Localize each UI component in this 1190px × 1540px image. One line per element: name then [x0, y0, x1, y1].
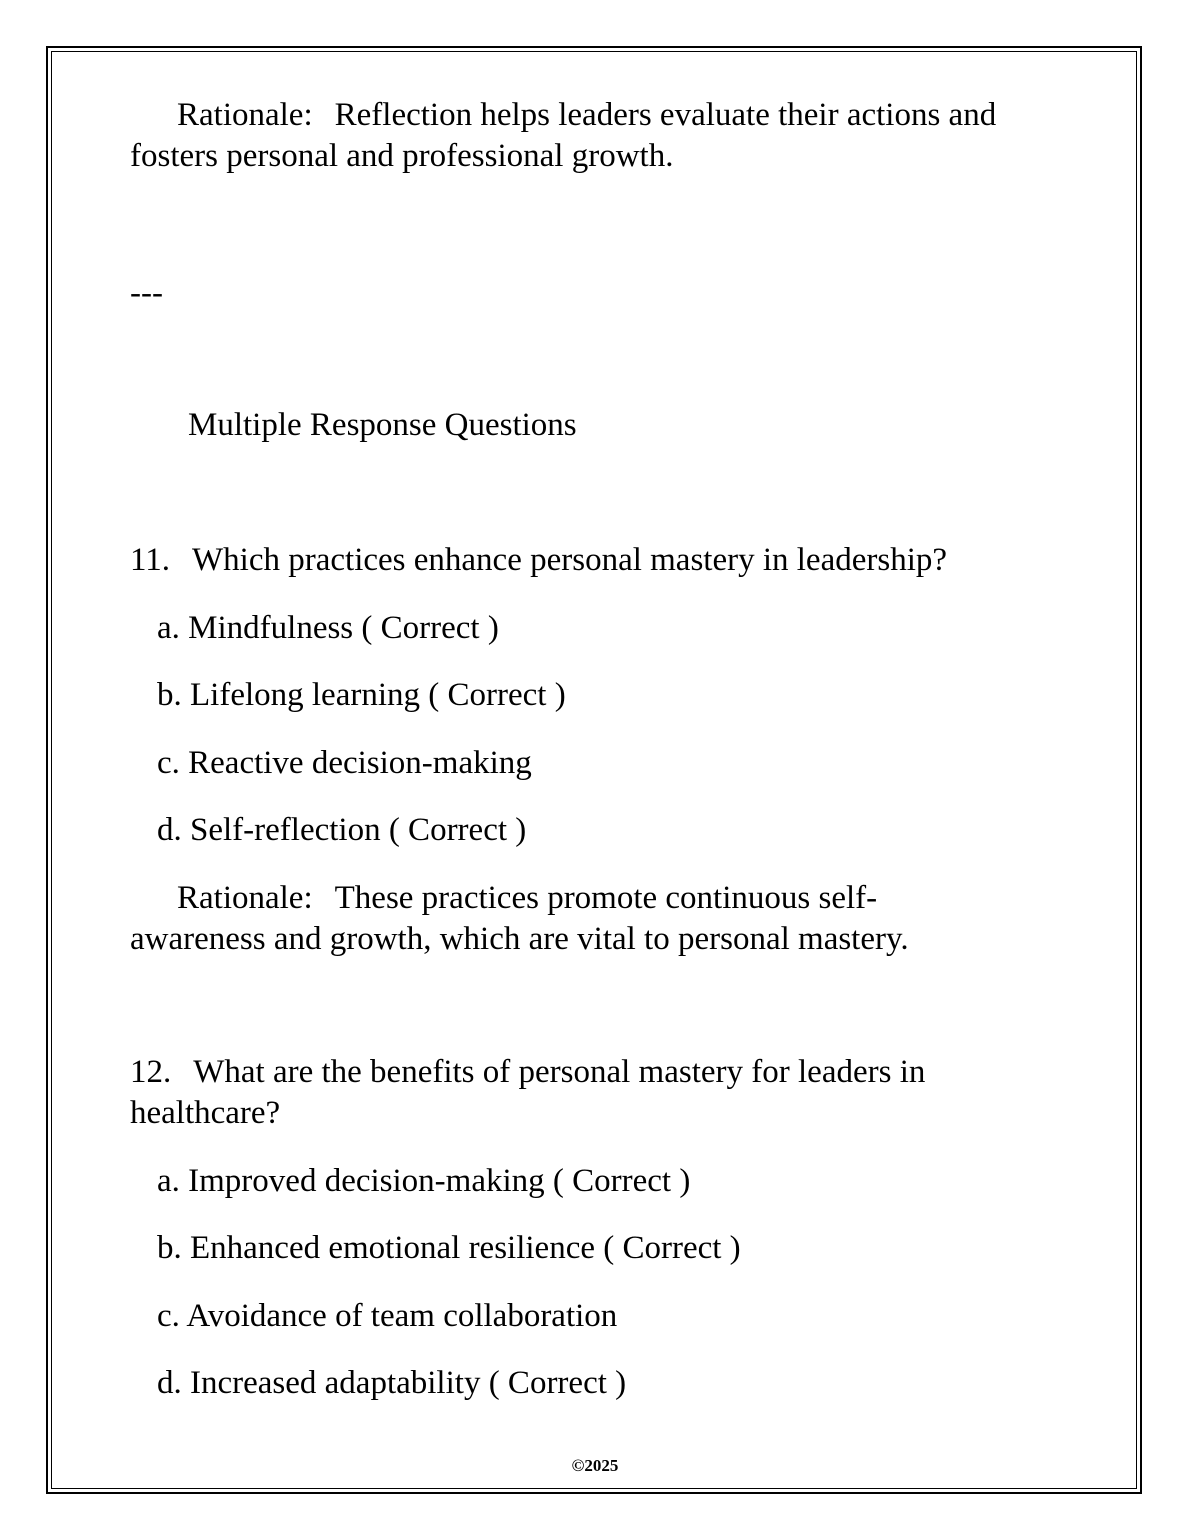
separator: --- [130, 275, 163, 311]
section-heading: Multiple Response Questions [188, 407, 577, 443]
q12-option-a: a. Improved decision-making ( Correct ) [157, 1163, 691, 1199]
q11-option-b: b. Lifelong learning ( Correct ) [157, 677, 566, 713]
q11-option-a: a. Mindfulness ( Correct ) [157, 610, 499, 646]
prev-rationale-line1 [177, 95, 996, 136]
q11-option-c: c. Reactive decision-making [157, 745, 532, 781]
q12-option-d: d. Increased adaptability ( Correct ) [157, 1365, 627, 1401]
question-11 [130, 540, 947, 581]
q11-option-d: d. Self-reflection ( Correct ) [157, 812, 527, 848]
q11-rationale-line1 [177, 878, 877, 919]
rationale-text: These practices promote continuous self- [334, 880, 878, 916]
question-12-line2: healthcare? [130, 1095, 281, 1131]
question-number: 11. [130, 542, 171, 578]
prev-rationale-line2: fosters personal and professional growth. [130, 138, 674, 174]
question-12 [130, 1052, 925, 1093]
rationale-label: Rationale: [177, 97, 313, 133]
question-text: What are the benefits of personal mastery for leaders in [193, 1054, 926, 1090]
rationale-label: Rationale: [177, 880, 313, 916]
question-number: 12. [130, 1054, 172, 1090]
rationale-text: Reflection helps leaders evaluate their actions and [334, 97, 997, 133]
q12-option-b: b. Enhanced emotional resilience ( Correct ) [157, 1230, 741, 1266]
q11-rationale-line2: awareness and growth, which are vital to personal mastery. [130, 921, 909, 957]
question-text: Which practices enhance personal mastery in leadership? [192, 542, 948, 578]
q12-option-c: c. Avoidance of team collaboration [157, 1298, 618, 1334]
copyright-footer: ©2025 [571, 1456, 619, 1475]
